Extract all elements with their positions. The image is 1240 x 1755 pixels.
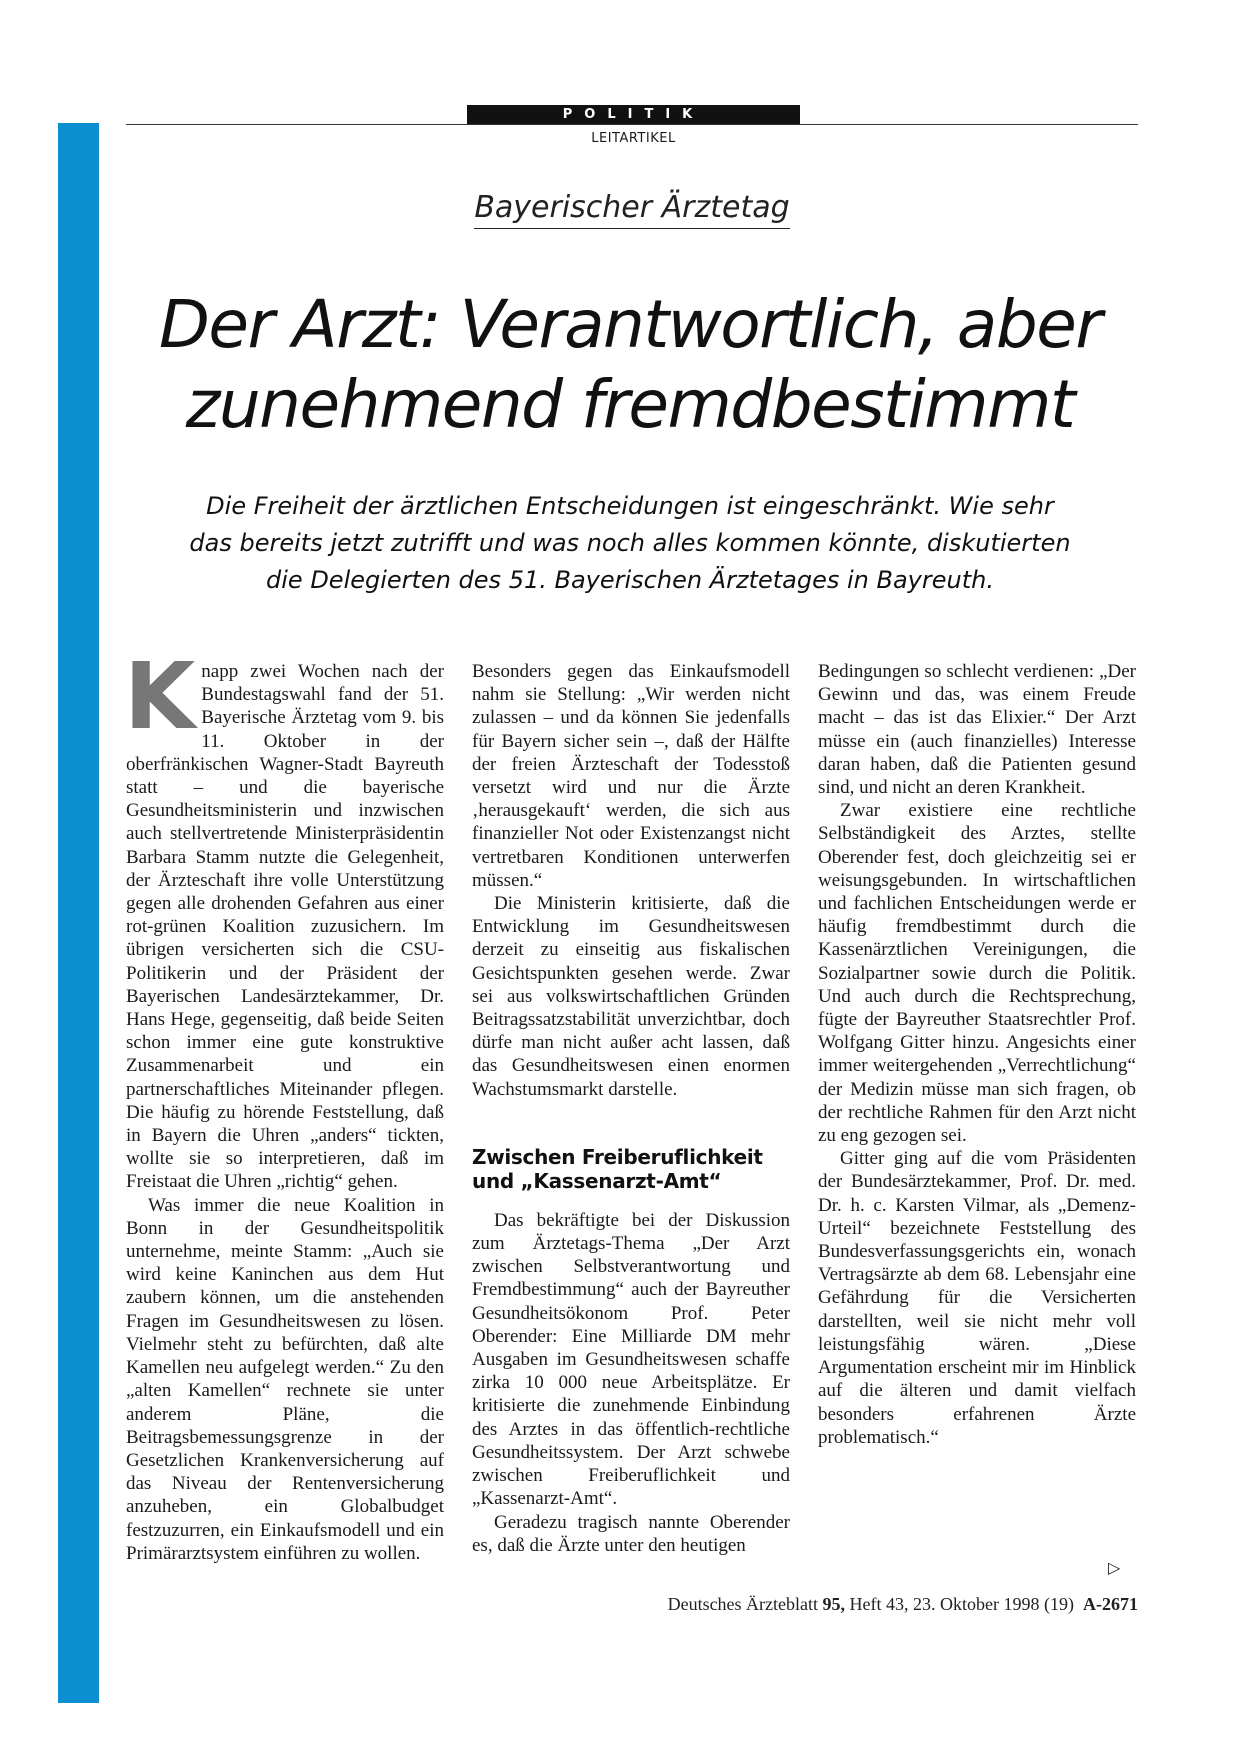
continue-arrow-icon: ▷ [1108,1558,1121,1577]
footer-issue-date: Heft 43, 23. Oktober 1998 (19) [849,1594,1074,1614]
page-footer [668,1594,1138,1615]
article-paragraph-continued: Bedingungen so schlecht verdienen: „Der Gewinn und das, was einem Freude macht – das ist das Elixier.“ Der Arzt müsse ein (auch finanzielles) Interesse daran haben, daß die Patienten gesund sind, und nicht an deren Krankheit. [818,661,1136,799]
footer-page-number: A-2671 [1083,1594,1138,1614]
lead-line-2: das bereits jetzt zutrifft und was noch alles kommen könnte, diskutierten [189,529,1071,557]
headline-line-2: zunehmend fremdbestimmt [185,366,1075,443]
article-paragraph-1: Knapp zwei Wochen nach der Bundestagswahl fand der 51. Bayerische Ärztetag vom 9. bis 11. Oktober in der oberfränkischen Wagner-Stadt Bayreuth statt – und die bayerische Gesundheitsministerin und inzwischen auch stellvertretende Ministerpräsidentin Barbara Stamm nutzte die Gelegenheit, der Ärzteschaft ihre volle Unterstützung gegen alle drohenden Gefahren aus einer rot-grünen Koalition zuzusichern. Im übrigen versicherten sich die CSU-Politikerin und der Präsident der Bayerischen Landesärztekammer, Dr. Hans Hege, gegenseitig, daß beide Seiten schon immer eine gute konstruktive Zusammenarbeit und ein partnerschaftliches Miteinander pflegen. Die häufig zu hörende Feststellung, daß in Bayern die Uhren „anders“ tickten, wollte sie so interpretieren, daß im Freistaat die Uhren „richtig“ gehen. [124,643,444,1193]
lead-line-1: Die Freiheit der ärztlichen Entscheidungen ist eingeschränkt. Wie sehr [206,492,1054,520]
article-column-3 [818,660,1136,1449]
article-paragraph-6: Zwar existiere eine rechtliche Selbständigkeit des Arztes, stellte Oberender fest, doch gleichzeitig sei er weisungsgebunden. In wirtschaftlichen und fachlichen Entscheidungen werde er häufig fremdbestimmt durch die Kassenärztlichen Vereinigungen, die Sozialpartner sowie durch die Politik. Und auch durch die Rechtsprechung, fügte der Bayreuther Staatsrechtler Prof. Wolfgang Gitter hinzu. Angesichts einer immer weitergehenden „Verrechtlichung“ der Medizin müsse man sich fragen, ob der rechtliche Rahmen für den Arzt nicht zu eng gezogen sei. [818,800,1136,1147]
article-paragraph-3: Die Ministerin kritisierte, daß die Entwicklung im Gesundheitswesen derzeit zu einseitig aus fiskalischen Gesichtspunkten gesehen werde. Zwar sei aus volkswirtschaftlichen Gründen Beitragssatzstabilität unverzichtbar, doch dürfe man nicht außer acht lassen, daß das Gesundheitswesen einen enormen Wachstumsmarkt darstelle. [472,893,790,1100]
footer-volume: 95, [822,1594,846,1614]
section-label: POLITIK [467,105,800,124]
article-paragraph-4: Das bekräftigte bei der Diskussion zum Ärztetags-Thema „Der Arzt zwischen Selbstverantwortung und Fremdbestimmung“ auch der Bayreuther Gesundheitsökonom Prof. Peter Oberender: Eine Milliarde DM mehr Ausgaben im Gesundheitswesen schaffe zirka 10 000 neue Arbeitsplätze. Er kritisierte die zunehmende Einbindung des Arztes in das öffentlich-rechtliche Gesundheitssystem. Der Arzt schwebe zwischen Freiberuflichkeit und „Kassenarzt-Amt“. [472,1209,790,1510]
article-subheading: Zwischen Freiberuflichkeit und „Kassenarzt-Amt“ [472,1144,763,1193]
footer-journal: Deutsches Ärzteblatt [667,1594,819,1614]
article-paragraph-5: Geradezu tragisch nannte Oberender es, daß die Ärzte unter den heutigen [472,1511,790,1556]
article-paragraph-continued: Besonders gegen das Einkaufsmodell nahm sie Stellung: „Wir werden nicht zulassen – und da können Sie jedenfalls für Bayern sicher sein –, daß der Hälfte der freien Ärzteschaft der Todesstoß versetzt wird und nur die Ärzte ‚herausgekauft‘ werden, die sich aus finanzieller Not oder Existenzangst nicht vertretbaren Konditionen unterwerfen müssen.“ [472,661,790,891]
lead-paragraph [150,488,1110,599]
article-column-1 [124,643,444,1565]
article-column-2 [472,660,790,1557]
drop-cap: K [124,643,196,750]
kicker [300,190,964,225]
headline-line-1: Der Arzt: Verantwortlich, aber [159,286,1101,363]
blue-margin-bar [58,123,99,1703]
article-paragraph-2: Was immer die neue Koalition in Bonn in der Gesundheitspolitik unternehme, meinte Stamm: „Auch sie wird keine Kaninchen aus dem Hut zaubern können, um die anstehenden Fragen im Gesundheitswesen zu lösen. Vielmehr steht zu befürchten, daß alte Kamellen neu aufgelegt werden.“ Zu den „alten Kamellen“ rechnete sie unter anderem Pläne, die Beitragsbemessungsgrenze in der Gesetzlichen Krankenversicherung auf das Niveau der Rentenversicherung anzuheben, ein Globalbudget festzuzurren, ein Einkaufsmodell und ein Primärarztsystem einführen zu wollen. [126,1194,444,1564]
lead-line-3: die Delegierten des 51. Bayerischen Ärztetages in Bayreuth. [266,566,994,594]
article-paragraph-7: Gitter ging auf die vom Präsidenten der Bundesärztekammer, Prof. Dr. med. Dr. h. c. Karsten Vilmar, als „Demenz-Urteil“ bezeichnete Feststellung des Bundesverfassungsgerichts ein, wonach Vertragsärzte ab dem 68. Lebensjahr eine Gefährdung für die Versicherten darstellten, weil sie nicht mehr voll leistungsfähig wären. „Diese Argumentation erscheint mir im Hinblick auf die älteren und damit vielfach besonders erfahrenen Ärzte problematisch.“ [818,1148,1136,1448]
headline [140,285,1120,445]
kicker-text: Bayerischer Ärztetag [474,190,789,229]
subsection-label: LEITARTIKEL [591,131,676,146]
header-rule [126,124,1138,125]
